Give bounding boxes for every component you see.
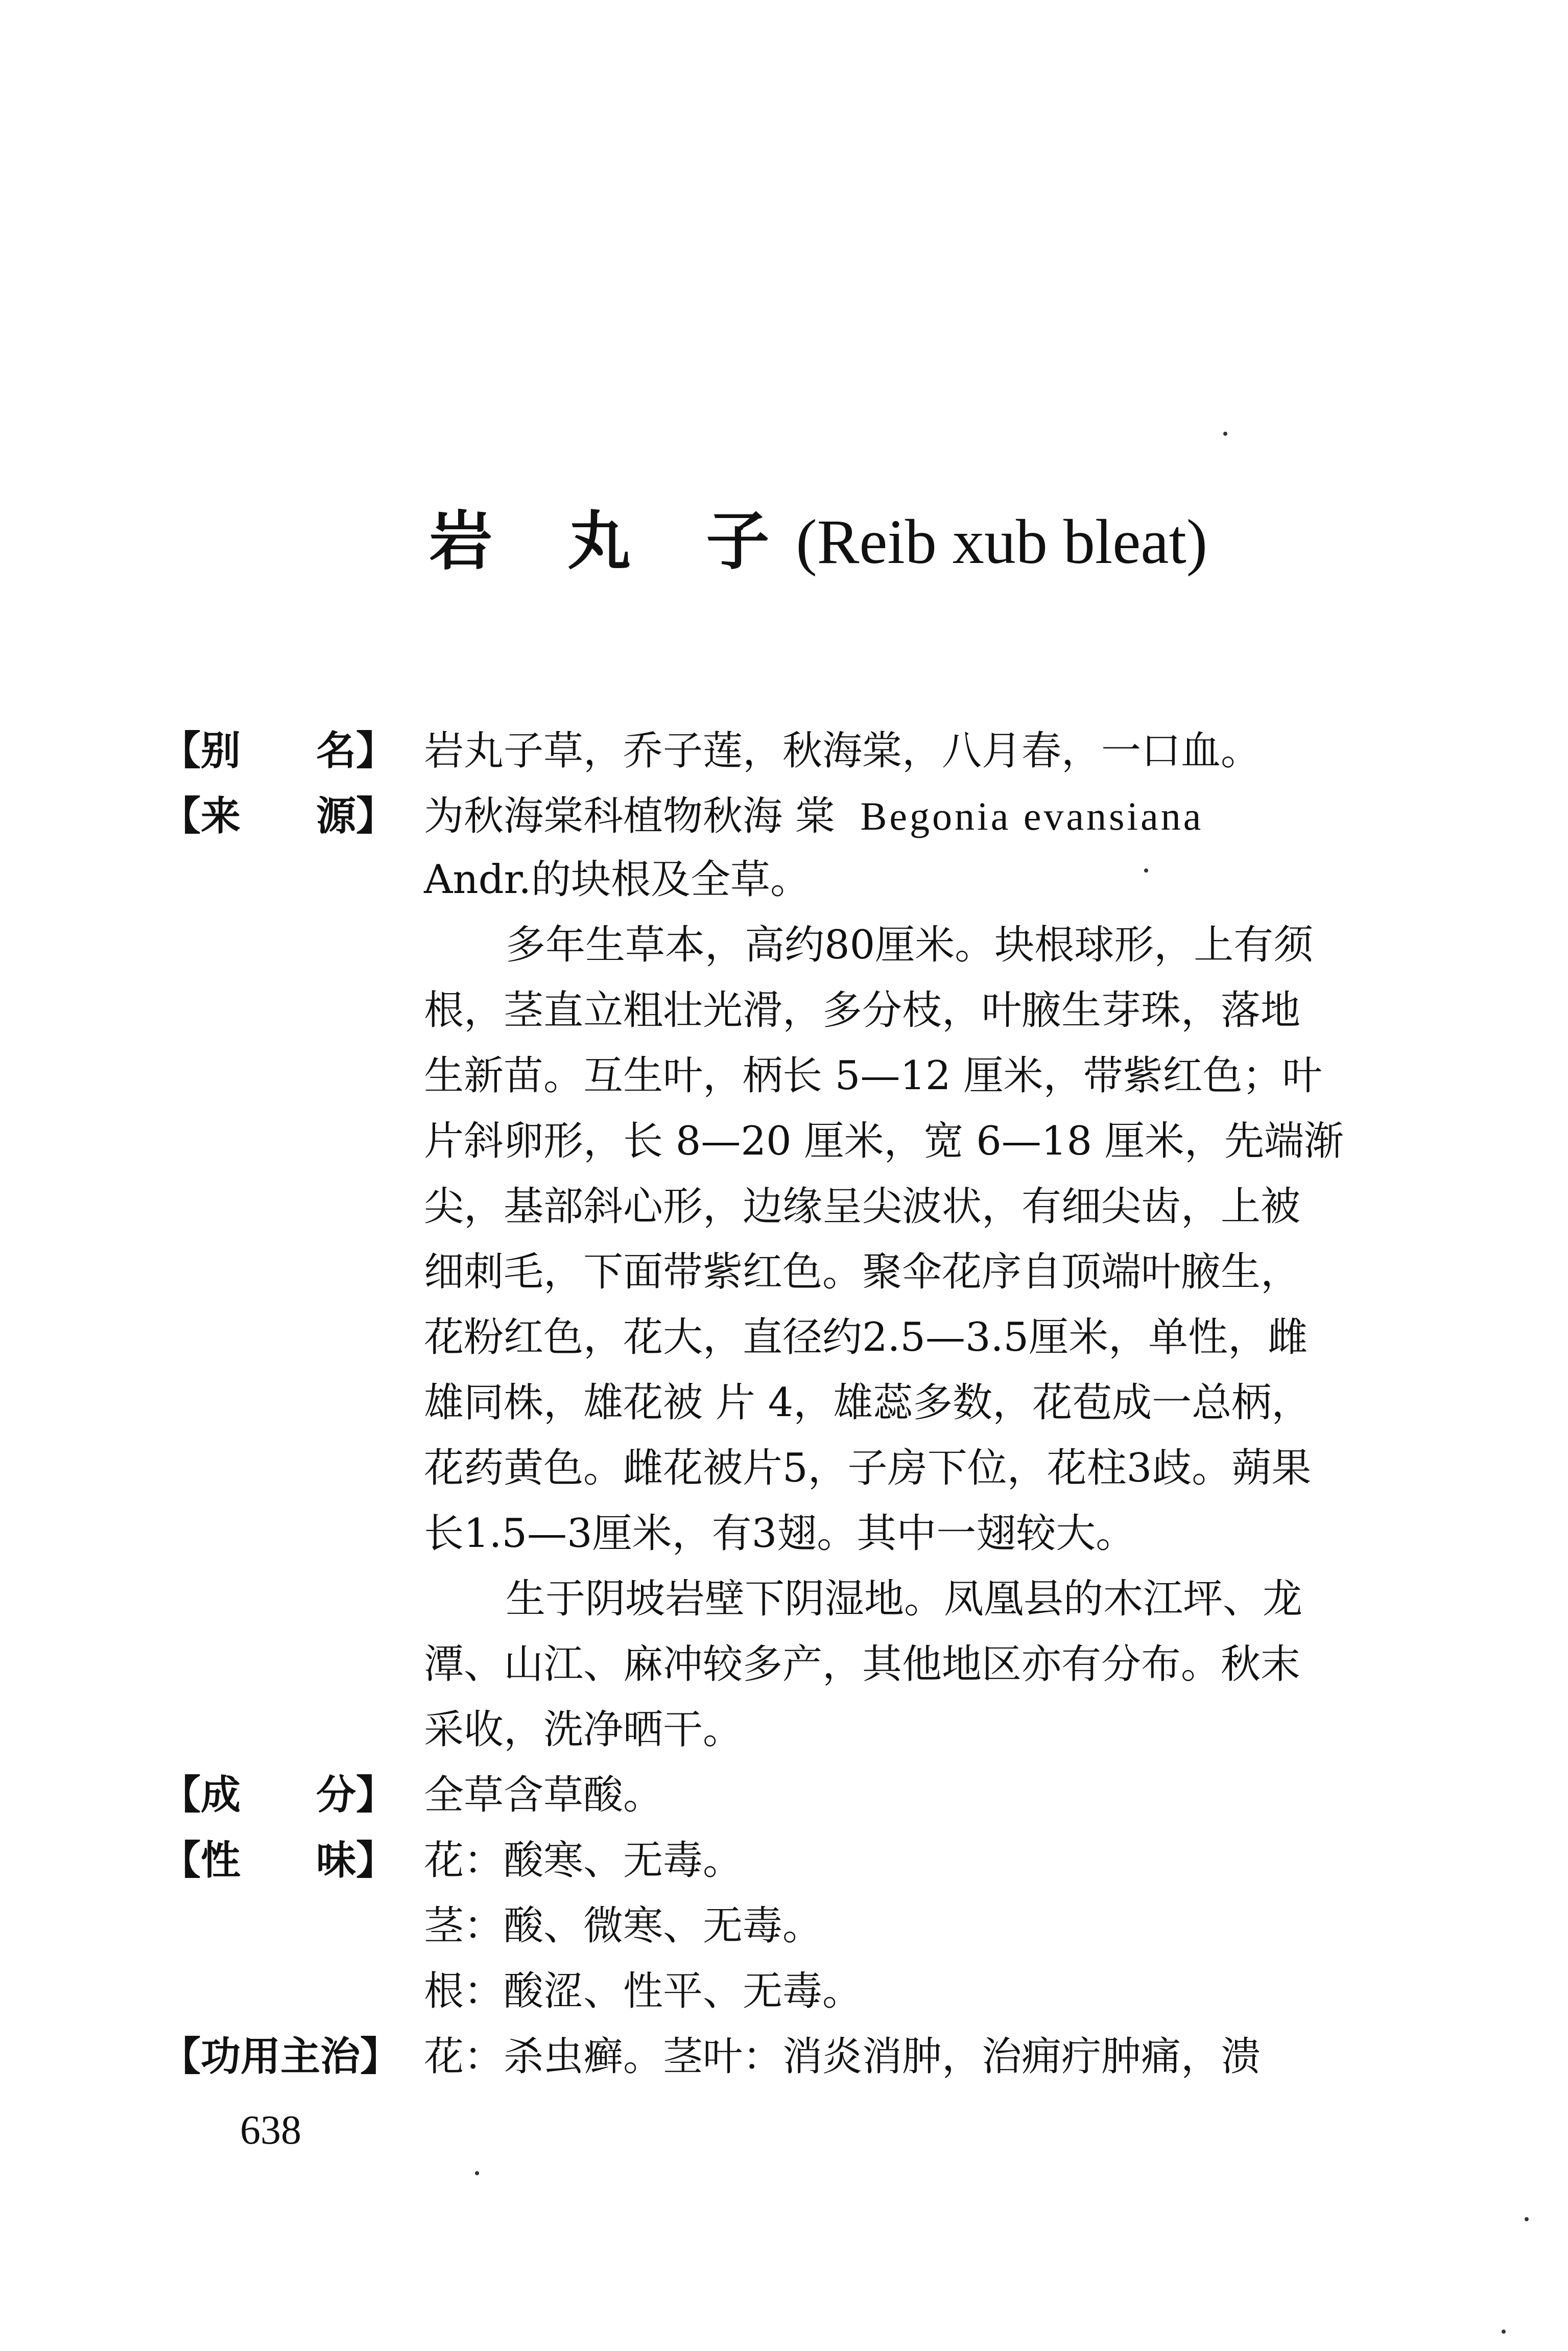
source-line: 片斜卵形，长 8—20 厘米，宽 6—18 厘米，先端渐: [424, 1118, 1344, 1164]
page-title: [429, 503, 1207, 580]
source-line: 生于阴坡岩壁下阴湿地。凤凰县的木江坪、龙: [506, 1576, 1303, 1622]
label-alias-open: 【别: [161, 728, 241, 774]
label-alias-close: 名】: [316, 728, 396, 774]
source-line: 细刺毛，下面带紫红色。聚伞花序自顶端叶腋生，: [424, 1249, 1301, 1295]
label-alias: [161, 725, 396, 777]
label-source-close: 源】: [316, 793, 396, 839]
label-function: 【功用主治】: [161, 2034, 400, 2080]
label-composition-close: 分】: [316, 1772, 396, 1818]
label-taste: [161, 1835, 396, 1886]
taste-line: 花：酸寒、无毒。: [424, 1838, 743, 1884]
source-line: 花粉红色，花大，直径约2.5—3.5厘米，单性，雌: [424, 1314, 1308, 1360]
composition-text: 全草含草酸。: [424, 1772, 663, 1818]
source-line: Andr.的块根及全草。: [424, 857, 811, 903]
source-line: 采收，洗净晒干。: [424, 1707, 743, 1753]
page-number: 638: [240, 2108, 301, 2153]
source-line-1: [424, 791, 1203, 842]
label-taste-close: 味】: [316, 1838, 396, 1884]
alias-text: 岩丸子草，乔子莲，秋海棠，八月春，一口血。: [424, 728, 1261, 774]
label-source-open: 【来: [161, 793, 241, 839]
scan-speck: [1502, 2330, 1506, 2334]
label-composition: [161, 1770, 396, 1821]
taste-line: 茎：酸、微寒、无毒。: [424, 1903, 823, 1949]
scan-speck: [1223, 432, 1227, 436]
source-line: 花药黄色。雌花被片5，子房下位，花柱3歧。蒴果: [424, 1445, 1312, 1491]
scan-speck: [475, 2171, 479, 2175]
title-latin: (Reib xub bleat): [796, 507, 1208, 577]
scan-speck: [1144, 868, 1148, 873]
source-line: 多年生草本，高约80厘米。块根球形，上有须: [506, 922, 1314, 968]
scan-speck: [1525, 2217, 1529, 2221]
title-chinese: 岩 丸 子: [429, 505, 796, 578]
source-line: 长1.5—3厘米，有3翅。其中一翅较大。: [424, 1511, 1136, 1557]
source-line: 雄同株，雄花被 片 4，雄蕊多数，花苞成一总柄，: [424, 1380, 1312, 1426]
label-composition-open: 【成: [161, 1772, 241, 1818]
label-taste-open: 【性: [161, 1838, 241, 1884]
source-line: 根，茎直立粗壮光滑，多分枝，叶腋生芽珠，落地: [424, 988, 1301, 1033]
source-line: 尖，基部斜心形，边缘呈尖波状，有细尖齿，上被: [424, 1184, 1301, 1230]
source-line: 生新苗。互生叶，柄长 5—12 厘米，带紫红色；叶: [424, 1053, 1322, 1099]
label-source: [161, 791, 396, 842]
source-latin-name: Begonia evansiana: [860, 794, 1204, 838]
function-text: 花：杀虫癣。茎叶：消炎消肿，治痈疔肿痛，溃: [424, 2034, 1261, 2080]
taste-line: 根：酸涩、性平、无毒。: [424, 1968, 863, 2014]
source-line: 潭、山江、麻冲较多产，其他地区亦有分布。秋末: [424, 1641, 1301, 1687]
source-line-1-text: 为秋海棠科植物秋海 棠: [424, 793, 835, 839]
